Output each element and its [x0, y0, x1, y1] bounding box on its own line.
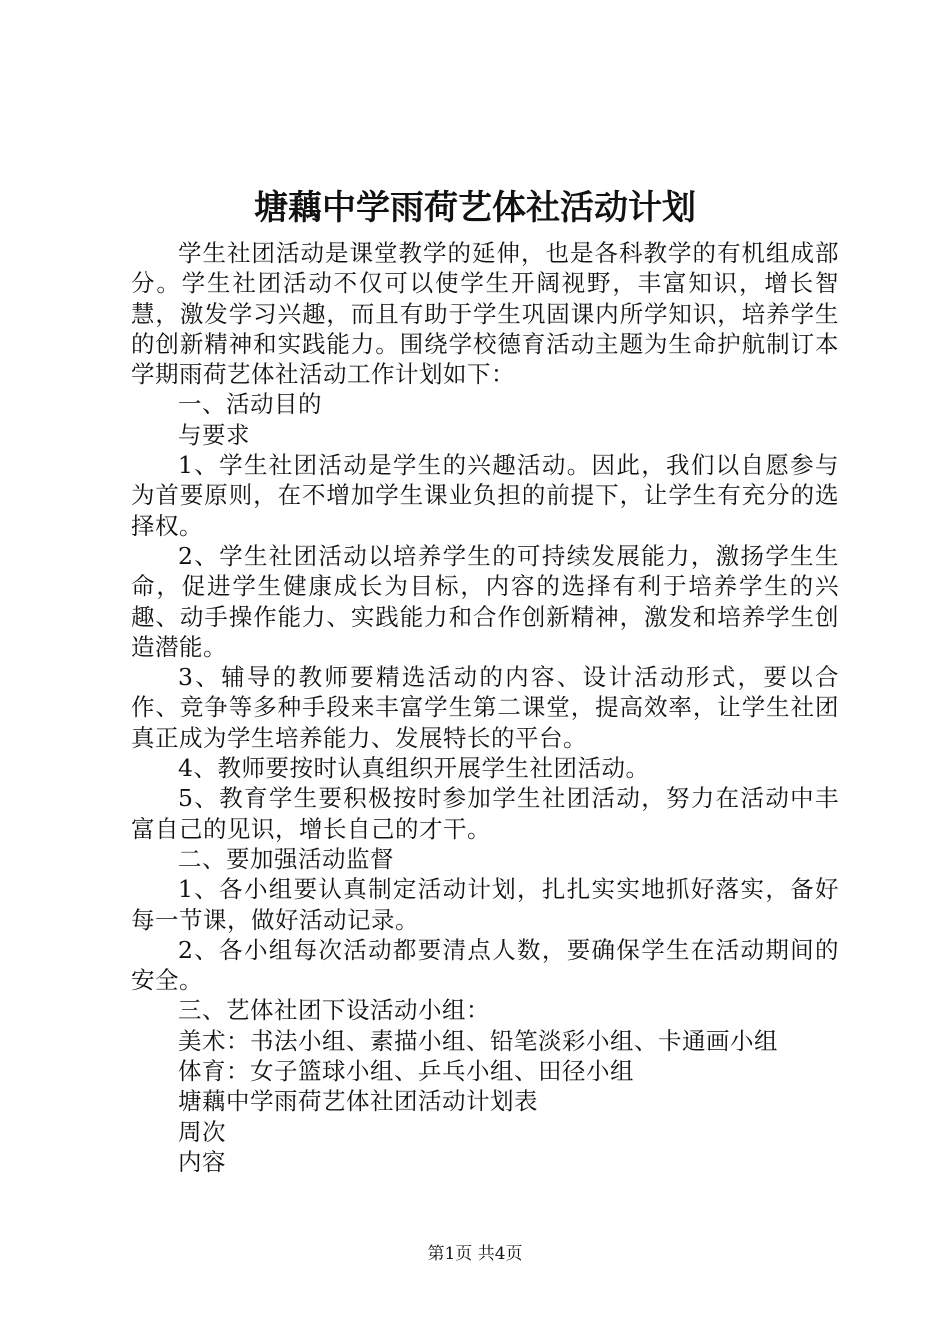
section-heading-2: 二、要加强活动监督 [178, 844, 394, 873]
requirement-item-5: 5、教育学生要积极按时参加学生社团活动，努力在活动中丰富自己的见识，增长自己的才干。 [131, 784, 839, 843]
document-body [131, 238, 839, 1177]
intro-paragraph: 学生社团活动是课堂教学的延伸，也是各科教学的有机组成部分。学生社团活动不仅可以使学生开阔视野，丰富知识，增长智慧，激发学习兴趣，而且有助于学生巩固课内所学知识，培养学生的创新精神和实践能力。围绕学校德育活动主题为生命护航制订本学期雨荷艺体社活动工作计划如下： [131, 239, 839, 389]
requirement-item-2: 2、学生社团活动以培养学生的可持续发展能力，激扬学生生命，促进学生健康成长为目标，内容的选择有利于培养学生的兴趣、动手操作能力、实践能力和合作创新精神，激发和培养学生创造潜能。 [131, 541, 839, 661]
page-footer: 第1页 共4页 [427, 1244, 523, 1264]
section-heading-3: 三、艺体社团下设活动小组： [178, 996, 490, 1025]
section-heading-1: 一、活动目的 [178, 390, 322, 419]
group-sports: 体育：女子篮球小组、乒乓小组、田径小组 [178, 1057, 634, 1086]
schedule-table-title: 塘藕中学雨荷艺体社团活动计划表 [178, 1087, 538, 1116]
supervision-item-2: 2、各小组每次活动都要清点人数，要确保学生在活动期间的安全。 [131, 935, 839, 995]
group-art: 美术：书法小组、素描小组、铅笔淡彩小组、卡通画小组 [178, 1026, 778, 1055]
schedule-col-week: 周次 [178, 1117, 226, 1146]
schedule-col-content: 内容 [178, 1147, 226, 1176]
section-heading-1-cont: 与要求 [178, 420, 250, 449]
requirement-item-4: 4、教师要按时认真组织开展学生社团活动。 [178, 754, 650, 783]
supervision-item-1: 1、各小组要认真制定活动计划，扎扎实实地抓好落实，备好每一节课，做好活动记录。 [131, 875, 839, 934]
requirement-item-3: 3、辅导的教师要精选活动的内容、设计活动形式，要以合作、竞争等多种手段来丰富学生第二课堂，提高效率，让学生社团真正成为学生培养能力、发展特长的平台。 [131, 663, 839, 752]
document-title: 塘藕中学雨荷艺体社活动计划 [254, 188, 696, 228]
requirement-item-1: 1、学生社团活动是学生的兴趣活动。因此，我们以自愿参与为首要原则，在不增加学生课业负担的前提下，让学生有充分的选择权。 [131, 451, 839, 540]
